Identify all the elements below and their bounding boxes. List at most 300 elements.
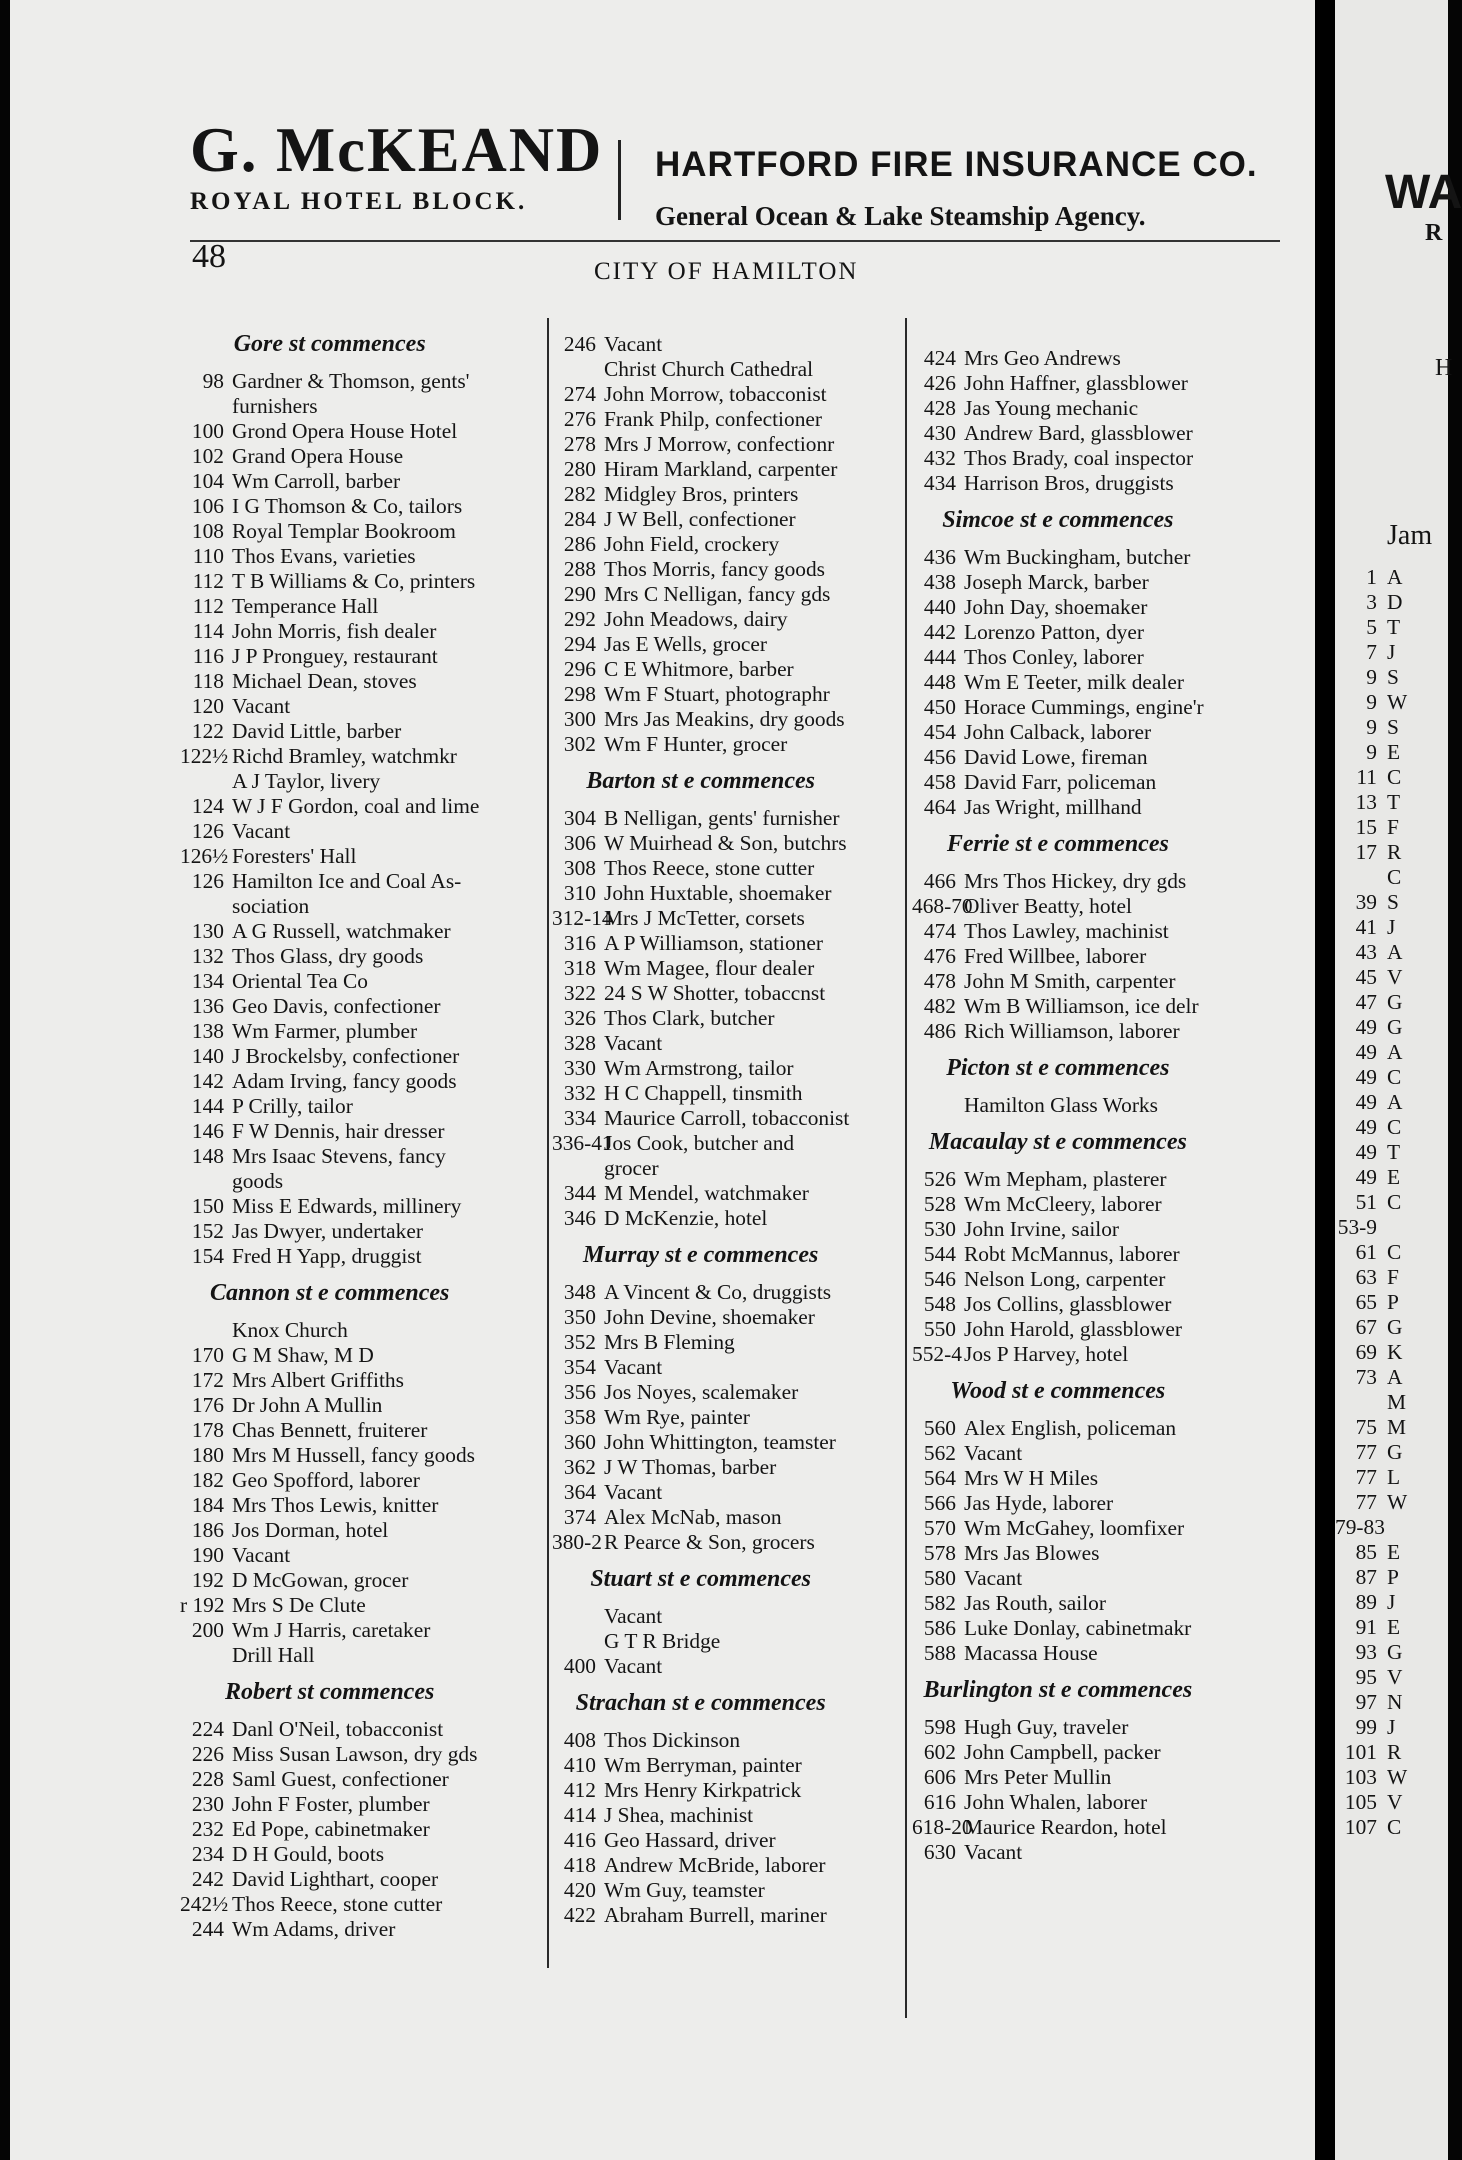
occupant: Wm Armstrong, tailor bbox=[604, 1056, 794, 1080]
occupant: W bbox=[1387, 1765, 1408, 1789]
street-number: 458 bbox=[923, 770, 956, 794]
directory-entry bbox=[552, 1181, 849, 1206]
street-number: 144 bbox=[191, 1094, 224, 1118]
next-page-entry bbox=[1335, 1590, 1407, 1615]
street-number: 430 bbox=[923, 421, 956, 445]
directory-entry bbox=[912, 1740, 1204, 1765]
occupant: Mrs Jas Blowes bbox=[964, 1541, 1100, 1565]
street-number: 77 bbox=[1355, 1440, 1377, 1464]
occupant: John Irvine, sailor bbox=[964, 1217, 1120, 1241]
occupant: E bbox=[1387, 1165, 1401, 1189]
directory-entry bbox=[552, 1206, 849, 1231]
occupant: D McKenzie, hotel bbox=[604, 1206, 768, 1230]
directory-entry bbox=[552, 1355, 849, 1380]
directory-entry bbox=[912, 944, 1204, 969]
street-number: 434 bbox=[923, 471, 956, 495]
directory-entry bbox=[552, 1878, 849, 1903]
occupant: T bbox=[1387, 615, 1401, 639]
directory-entry bbox=[180, 1468, 479, 1493]
occupant: Jas Young mechanic bbox=[964, 396, 1139, 420]
occupant: Robt McMannus, laborer bbox=[964, 1242, 1180, 1266]
street-number: 120 bbox=[191, 694, 224, 718]
directory-entry bbox=[912, 1815, 1204, 1840]
street-number bbox=[552, 1604, 596, 1629]
next-page-entry bbox=[1335, 1765, 1407, 1790]
street-number: 630 bbox=[923, 1840, 956, 1864]
directory-entry bbox=[912, 1566, 1204, 1591]
occupant: Luke Donlay, cabinetmakr bbox=[964, 1616, 1192, 1640]
street-number: 566 bbox=[923, 1491, 956, 1515]
street-number: 98 bbox=[202, 369, 224, 393]
directory-entry bbox=[552, 1530, 849, 1555]
column-divider bbox=[547, 318, 549, 1968]
street-number: 148 bbox=[191, 1144, 224, 1168]
occupant: E bbox=[1387, 740, 1401, 764]
street-number: 11 bbox=[1356, 765, 1377, 789]
street-number: 100 bbox=[191, 419, 224, 443]
occupant: Jos Dorman, hotel bbox=[232, 1518, 389, 1542]
next-page-entry bbox=[1335, 1165, 1407, 1190]
occupant: Gardner & Thomson, gents' bbox=[232, 369, 470, 393]
street-number: 154 bbox=[191, 1244, 224, 1268]
directory-entry bbox=[552, 881, 849, 906]
street-number: 49 bbox=[1355, 1115, 1377, 1139]
directory-entry bbox=[912, 1217, 1204, 1242]
street-number: 282 bbox=[563, 482, 596, 506]
directory-entry bbox=[180, 544, 479, 569]
street-number: r 192 bbox=[180, 1593, 225, 1617]
occupant: John F Foster, plumber bbox=[232, 1792, 430, 1816]
directory-entry bbox=[180, 1543, 479, 1568]
street-number: 110 bbox=[192, 544, 224, 568]
directory-entry bbox=[912, 919, 1204, 944]
occupant: G bbox=[1387, 1440, 1403, 1464]
occupant: C bbox=[1387, 765, 1402, 789]
directory-column-1 bbox=[180, 320, 479, 1942]
occupant: Rich Williamson, laborer bbox=[964, 1019, 1180, 1043]
street-number: 89 bbox=[1355, 1590, 1377, 1614]
street-number: 95 bbox=[1355, 1665, 1377, 1689]
street-number: 544 bbox=[923, 1242, 956, 1266]
street-number: 53-9 bbox=[1337, 1215, 1377, 1239]
street-number: 108 bbox=[191, 519, 224, 543]
next-page-entry bbox=[1335, 990, 1407, 1015]
next-page-entry bbox=[1335, 1390, 1407, 1415]
street-number: 416 bbox=[563, 1828, 596, 1852]
directory-entry bbox=[180, 1593, 479, 1618]
street-number: 15 bbox=[1355, 815, 1377, 839]
occupant: Wm Mepham, plasterer bbox=[964, 1167, 1167, 1191]
street-number: 186 bbox=[191, 1518, 224, 1542]
street-number: 326 bbox=[563, 1006, 596, 1030]
street-number: 9 bbox=[1366, 740, 1377, 764]
street-number: 530 bbox=[923, 1217, 956, 1241]
entry-continuation: furnishers bbox=[232, 394, 318, 418]
occupant: Thos Brady, coal inspector bbox=[964, 446, 1194, 470]
directory-column-2 bbox=[552, 332, 849, 1928]
occupant: Geo Hassard, driver bbox=[604, 1828, 776, 1852]
occupant: Mrs Isaac Stevens, fancy bbox=[232, 1144, 446, 1168]
occupant: Wm Carroll, barber bbox=[232, 469, 401, 493]
occupant: Dr John A Mullin bbox=[232, 1393, 383, 1417]
directory-entry bbox=[912, 545, 1204, 570]
directory-entry bbox=[912, 1192, 1204, 1217]
directory-entry bbox=[912, 1840, 1204, 1865]
directory-entry bbox=[552, 482, 849, 507]
street-number: 526 bbox=[923, 1167, 956, 1191]
directory-entry bbox=[180, 819, 479, 844]
next-page-entry bbox=[1335, 640, 1407, 665]
directory-entry bbox=[912, 620, 1204, 645]
street-number: 7 bbox=[1366, 640, 1377, 664]
next-page-entry bbox=[1335, 1240, 1407, 1265]
next-page-entry bbox=[1335, 565, 1407, 590]
directory-entry bbox=[180, 969, 479, 994]
occupant: J bbox=[1387, 1715, 1396, 1739]
directory-entry bbox=[180, 669, 479, 694]
next-page-street: Jam bbox=[1387, 520, 1433, 551]
street-number: 13 bbox=[1355, 790, 1377, 814]
directory-entry bbox=[912, 869, 1204, 894]
page-number: 48 bbox=[192, 238, 226, 275]
next-page-entry bbox=[1335, 690, 1407, 715]
occupant: Jas Hyde, laborer bbox=[964, 1491, 1114, 1515]
directory-entry bbox=[180, 1493, 479, 1518]
occupant: G M Shaw, M D bbox=[232, 1343, 374, 1367]
street-number: 374 bbox=[563, 1505, 596, 1529]
occupant: Wm Guy, teamster bbox=[604, 1878, 765, 1902]
directory-entry bbox=[552, 956, 849, 981]
street-number: 466 bbox=[923, 869, 956, 893]
occupant: P Crilly, tailor bbox=[232, 1094, 353, 1118]
directory-entry bbox=[912, 1541, 1204, 1566]
street-number: 356 bbox=[563, 1380, 596, 1404]
occupant: Andrew McBride, laborer bbox=[604, 1853, 826, 1877]
street-heading: Ferrie st e commences bbox=[946, 831, 1169, 857]
street-number: 176 bbox=[191, 1393, 224, 1417]
occupant: Thos Reece, stone cutter bbox=[232, 1892, 443, 1916]
street-number: 9 bbox=[1366, 665, 1377, 689]
directory-entry bbox=[552, 1056, 849, 1081]
directory-entry bbox=[552, 707, 849, 732]
occupant: John Whalen, laborer bbox=[964, 1790, 1148, 1814]
next-page-entry bbox=[1335, 1665, 1407, 1690]
directory-entry bbox=[552, 1505, 849, 1530]
directory-entry bbox=[180, 1742, 479, 1767]
occupant: Mrs Henry Kirkpatrick bbox=[604, 1778, 802, 1802]
occupant: Geo Davis, confectioner bbox=[232, 994, 441, 1018]
directory-entry bbox=[180, 1119, 479, 1144]
street-number: 124 bbox=[191, 794, 224, 818]
occupant: C E Whitmore, barber bbox=[604, 657, 794, 681]
directory-entry bbox=[552, 607, 849, 632]
occupant: Wm J Harris, caretaker bbox=[232, 1618, 431, 1642]
street-number: 41 bbox=[1355, 915, 1377, 939]
street-number: 178 bbox=[191, 1418, 224, 1442]
directory-entry bbox=[552, 1728, 849, 1753]
next-page-entry bbox=[1335, 815, 1407, 840]
occupant: Vacant bbox=[232, 819, 291, 843]
directory-entry bbox=[912, 471, 1204, 496]
directory-entry bbox=[552, 582, 849, 607]
street-number: 200 bbox=[191, 1618, 224, 1642]
directory-entry bbox=[180, 844, 479, 869]
directory-entry bbox=[912, 1591, 1204, 1616]
directory-entry bbox=[180, 1418, 479, 1443]
directory-entry bbox=[552, 1778, 849, 1803]
occupant: E bbox=[1387, 1540, 1401, 1564]
street-number: 412 bbox=[563, 1778, 596, 1802]
street-number: 408 bbox=[563, 1728, 596, 1752]
occupant: T bbox=[1387, 790, 1401, 814]
next-page-subtitle: R bbox=[1425, 220, 1443, 246]
street-number: 360 bbox=[563, 1430, 596, 1454]
directory-entry bbox=[552, 1853, 849, 1878]
occupant: Knox Church bbox=[232, 1318, 348, 1342]
occupant: Wm B Williamson, ice delr bbox=[964, 994, 1199, 1018]
street-number: 550 bbox=[923, 1317, 956, 1341]
next-page-edge bbox=[1335, 0, 1462, 2160]
directory-entry bbox=[552, 457, 849, 482]
directory-entry bbox=[912, 346, 1204, 371]
street-number: 286 bbox=[563, 532, 596, 556]
street-number: 414 bbox=[563, 1803, 596, 1827]
street-number: 422 bbox=[563, 1903, 596, 1927]
street-number: 9 bbox=[1366, 690, 1377, 714]
occupant: G bbox=[1387, 1015, 1403, 1039]
occupant: C bbox=[1387, 1115, 1402, 1139]
street-number: 274 bbox=[563, 382, 596, 406]
street-number: 432 bbox=[923, 446, 956, 470]
directory-entry bbox=[912, 371, 1204, 396]
occupant: Mrs J Morrow, confectionr bbox=[604, 432, 835, 456]
occupant: Ed Pope, cabinetmaker bbox=[232, 1817, 430, 1841]
street-number: 97 bbox=[1355, 1690, 1377, 1714]
directory-entry bbox=[180, 644, 479, 669]
directory-entry bbox=[912, 1416, 1204, 1441]
street-number: 440 bbox=[923, 595, 956, 619]
street-number: 426 bbox=[923, 371, 956, 395]
occupant: Vacant bbox=[964, 1441, 1023, 1465]
directory-entry bbox=[180, 869, 479, 894]
directory-entry bbox=[912, 1765, 1204, 1790]
street-number: 448 bbox=[923, 670, 956, 694]
street-number: 418 bbox=[563, 1853, 596, 1877]
street-number: 306 bbox=[563, 831, 596, 855]
directory-entry bbox=[912, 1167, 1204, 1192]
directory-entry bbox=[912, 1616, 1204, 1641]
street-number: 242 bbox=[191, 1867, 224, 1891]
directory-entry bbox=[912, 1466, 1204, 1491]
directory-entry bbox=[180, 1792, 479, 1817]
directory-entry bbox=[180, 1144, 479, 1169]
directory-entry bbox=[912, 969, 1204, 994]
directory-entry bbox=[552, 906, 849, 931]
occupant: J W Thomas, barber bbox=[604, 1455, 777, 1479]
occupant: J bbox=[1387, 915, 1396, 939]
next-page-entry bbox=[1335, 590, 1407, 615]
occupant: L bbox=[1387, 1465, 1401, 1489]
directory-entry bbox=[180, 1892, 479, 1917]
occupant: Wm McGahey, loomfixer bbox=[964, 1516, 1185, 1540]
occupant: Mrs S De Clute bbox=[232, 1593, 366, 1617]
street-number: 482 bbox=[923, 994, 956, 1018]
street-number: 134 bbox=[191, 969, 224, 993]
directory-entry bbox=[180, 944, 479, 969]
directory-entry bbox=[552, 632, 849, 657]
directory-entry bbox=[912, 1019, 1204, 1044]
street-number: 354 bbox=[563, 1355, 596, 1379]
directory-entry bbox=[180, 744, 479, 769]
occupant: Miss Susan Lawson, dry gds bbox=[232, 1742, 478, 1766]
occupant: F W Dennis, hair dresser bbox=[232, 1119, 445, 1143]
occupant: A bbox=[1387, 1365, 1403, 1389]
street-number: 106 bbox=[191, 494, 224, 518]
occupant: Michael Dean, stoves bbox=[232, 669, 417, 693]
occupant: Jas E Wells, grocer bbox=[604, 632, 768, 656]
directory-entry bbox=[552, 981, 849, 1006]
street-number: 51 bbox=[1355, 1190, 1377, 1214]
directory-entry bbox=[180, 494, 479, 519]
occupant: Wm E Teeter, milk dealer bbox=[964, 670, 1184, 694]
occupant: F bbox=[1387, 1265, 1399, 1289]
directory-entry bbox=[180, 1767, 479, 1792]
occupant: J W Bell, confectioner bbox=[604, 507, 796, 531]
occupant: V bbox=[1387, 965, 1403, 989]
street-number: 49 bbox=[1355, 1090, 1377, 1114]
street-number bbox=[552, 1629, 596, 1654]
directory-entry bbox=[552, 732, 849, 757]
street-number: 45 bbox=[1355, 965, 1377, 989]
directory-entry bbox=[552, 1803, 849, 1828]
occupant: Alex McNab, mason bbox=[604, 1505, 782, 1529]
occupant: M bbox=[1387, 1415, 1407, 1439]
occupant: Wm Magee, flour dealer bbox=[604, 956, 815, 980]
street-number: 180 bbox=[191, 1443, 224, 1467]
next-page-title: WA bbox=[1385, 166, 1462, 219]
occupant: Nelson Long, carpenter bbox=[964, 1267, 1166, 1291]
street-number: 1 bbox=[1366, 565, 1377, 589]
occupant: Vacant bbox=[604, 332, 663, 356]
next-page-entry bbox=[1335, 665, 1407, 690]
occupant: R Pearce & Son, grocers bbox=[604, 1530, 815, 1554]
street-number: 560 bbox=[923, 1416, 956, 1440]
next-page-entry bbox=[1335, 915, 1407, 940]
occupant: John Harold, glassblower bbox=[964, 1317, 1183, 1341]
occupant: Vacant bbox=[964, 1840, 1023, 1864]
directory-entry bbox=[180, 619, 479, 644]
directory-entry bbox=[552, 1380, 849, 1405]
directory-entry bbox=[552, 1654, 849, 1679]
next-page-entry bbox=[1335, 1365, 1407, 1390]
directory-entry bbox=[180, 1393, 479, 1418]
street-number: 91 bbox=[1355, 1615, 1377, 1639]
street-heading: Picton st e commences bbox=[946, 1055, 1170, 1081]
occupant: Thos Lawley, machinist bbox=[964, 919, 1169, 943]
street-number: 242½ bbox=[180, 1892, 229, 1916]
occupant: Wm F Stuart, photographr bbox=[604, 682, 830, 706]
street-number: 9 bbox=[1366, 715, 1377, 739]
street-number: 606 bbox=[923, 1765, 956, 1789]
next-page-entry bbox=[1335, 890, 1407, 915]
street-number: 428 bbox=[923, 396, 956, 420]
directory-entry bbox=[912, 1292, 1204, 1317]
street-number: 190 bbox=[191, 1543, 224, 1567]
directory-entry bbox=[552, 657, 849, 682]
street-number: 152 bbox=[191, 1219, 224, 1243]
directory-entry bbox=[912, 595, 1204, 620]
street-heading: Murray st e commences bbox=[583, 1242, 819, 1268]
occupant: Mrs M Hussell, fancy goods bbox=[232, 1443, 476, 1467]
occupant: A P Williamson, stationer bbox=[604, 931, 823, 955]
street-heading: Simcoe st e commences bbox=[942, 507, 1174, 533]
street-number: 228 bbox=[191, 1767, 224, 1791]
street-number: 296 bbox=[563, 657, 596, 681]
directory-entry bbox=[552, 1455, 849, 1480]
street-number: 67 bbox=[1355, 1315, 1377, 1339]
street-number: 126 bbox=[191, 819, 224, 843]
occupant: Wm Adams, driver bbox=[232, 1917, 396, 1941]
directory-entry bbox=[552, 1430, 849, 1455]
occupant: Wm Berryman, painter bbox=[604, 1753, 802, 1777]
occupant: Jos Cook, butcher and bbox=[604, 1131, 795, 1155]
street-number: 73 bbox=[1355, 1365, 1377, 1389]
occupant: Mrs B Fleming bbox=[604, 1330, 735, 1354]
occupant: Wm Buckingham, butcher bbox=[964, 545, 1191, 569]
occupant: Grond Opera House Hotel bbox=[232, 419, 458, 443]
occupant: Jas Wright, millhand bbox=[964, 795, 1142, 819]
street-number: 112 bbox=[192, 569, 224, 593]
directory-entry bbox=[180, 794, 479, 819]
street-number: 276 bbox=[563, 407, 596, 431]
street-number: 438 bbox=[923, 570, 956, 594]
occupant: Thos Clark, butcher bbox=[604, 1006, 775, 1030]
next-page-entry bbox=[1335, 1815, 1407, 1840]
directory-entry bbox=[912, 396, 1204, 421]
directory-entry bbox=[912, 1267, 1204, 1292]
occupant: J P Pronguey, restaurant bbox=[232, 644, 438, 668]
street-number: 49 bbox=[1355, 1065, 1377, 1089]
occupant: David Farr, policeman bbox=[964, 770, 1157, 794]
street-number: 332 bbox=[563, 1081, 596, 1105]
directory-entry bbox=[912, 1317, 1204, 1342]
street-number: 336-41 bbox=[552, 1131, 613, 1155]
occupant: R bbox=[1387, 1740, 1402, 1764]
occupant: A G Russell, watchmaker bbox=[232, 919, 451, 943]
next-page-entry bbox=[1335, 940, 1407, 965]
street-number: 61 bbox=[1355, 1240, 1377, 1264]
directory-entry bbox=[180, 1717, 479, 1742]
directory-entry bbox=[552, 856, 849, 881]
directory-entry bbox=[552, 1081, 849, 1106]
street-number: 442 bbox=[923, 620, 956, 644]
street-number: 486 bbox=[923, 1019, 956, 1043]
street-number: 105 bbox=[1344, 1790, 1377, 1814]
ad-right-tagline: General Ocean & Lake Steamship Agency. bbox=[655, 201, 1146, 231]
occupant: Chas Bennett, fruiterer bbox=[232, 1418, 428, 1442]
occupant: Danl O'Neil, tobacconist bbox=[232, 1717, 444, 1741]
next-page-entry bbox=[1335, 1515, 1407, 1540]
occupant: Mrs Thos Lewis, knitter bbox=[232, 1493, 439, 1517]
next-page-entry bbox=[1335, 1090, 1407, 1115]
occupant: David Little, barber bbox=[232, 719, 402, 743]
occupant: Thos Morris, fancy goods bbox=[604, 557, 826, 581]
occupant: Grand Opera House bbox=[232, 444, 404, 468]
street-number: 130 bbox=[191, 919, 224, 943]
street-number: 468-70 bbox=[912, 894, 973, 918]
occupant: C bbox=[1387, 1815, 1402, 1839]
street-number: 618-20 bbox=[912, 1815, 973, 1839]
